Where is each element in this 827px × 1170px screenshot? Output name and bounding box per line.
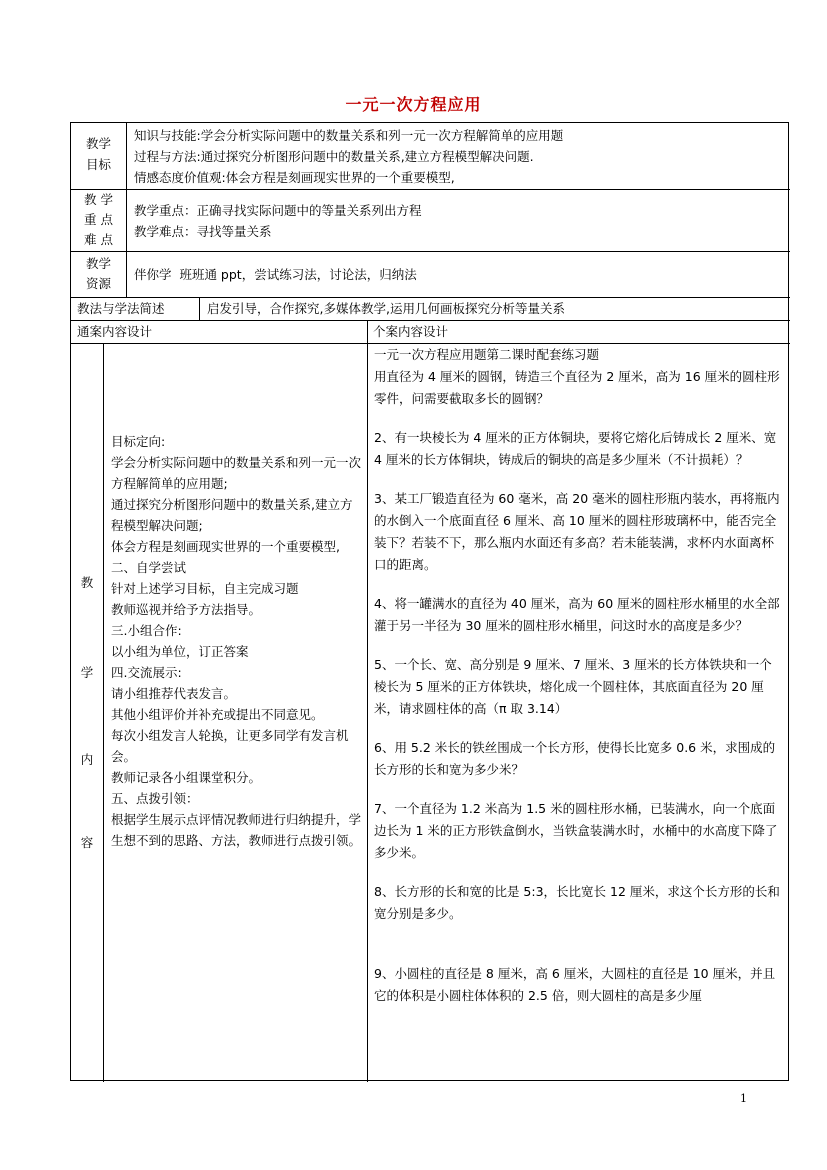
common-line: 四.交流展示: [111,665,182,680]
individual-design-header: 个案内容设计 [373,324,449,339]
exercise-list [374,344,784,1007]
common-content [111,431,361,851]
methods-label: 教法与学法简述 [77,301,165,316]
common-line: 教师巡视并给予方法指导。 [111,602,262,617]
common-line: 体会方程是刻画现实世界的一个重要模型, [111,539,340,554]
objective-attitude: 情感态度价值观:体会方程是刻画现实世界的一个重要模型, [134,170,455,185]
common-line: 目标定向: [111,434,166,449]
key-points-content [134,200,784,242]
difficult-point: 教学难点：寻找等量关系 [134,224,272,239]
common-line: 教师记录各小组课堂积分。 [111,770,262,785]
exercise-item: 7、一个直径为 1.2 米高为 1.5 米的圆柱形水桶，已装满水，向一个底面边长为 1 米的正方形铁盒倒水，当铁盒装满水时，水桶中的水高度下降了多少米。 [374,801,778,860]
common-line: 二、自学尝试 [111,560,187,575]
objectives-content [134,125,784,188]
common-line: 每次小组发言人轮换，让更多同学有发言机会。 [111,728,349,764]
exercise-item: 2、有一块棱长为 4 厘米的正方体铜块，要将它熔化后铸成长 2 厘米、宽 4 厘米的长方体铜块，铸成后的铜块的高是多少厘米（不计损耗）？ [374,430,777,467]
exercise-item: 8、长方形的长和宽的比是 5:3，长比宽长 12 厘米，求这个长方形的长和宽分别是多少。 [374,884,780,921]
exercise-item: 6、用 5.2 米长的铁丝围成一个长方形，使得长比宽多 0.6 米，求围成的长方形的长和宽为多少米？ [374,740,776,777]
exercise-item: 3、某工厂锻造直径为 60 毫米，高 20 毫米的圆柱形瓶内装水，再将瓶内的水倒入一个底面直径 6 厘米、高 10 厘米的圆柱形玻璃杯中，能否完全装下？若装不下，那么瓶内水面还有多高？若未能装满，求杯内水面离杯口的距离。 [374,491,780,572]
common-line: 以小组为单位，订正答案 [111,644,249,659]
exercise-item: 用直径为 4 厘米的圆钢，铸造三个直径为 2 厘米，高为 16 厘米的圆柱形零件，问需要截取多长的圆钢？ [374,369,780,406]
side-char: 内 [80,752,94,767]
exercise-set-title: 一元一次方程应用题第二课时配套练习题 [374,347,600,362]
side-char: 容 [80,835,94,850]
common-line: 针对上述学习目标，自主完成习题 [111,581,299,596]
exercise-item: 5、一个长、宽、高分别是 9 厘米、7 厘米、3 厘米的长方体铁块和一个棱长为 5 厘米的正方体铁块，熔化成一个圆柱体，其底面直径为 20 厘米，请求圆柱体的高（π 取 3.14） [374,657,772,716]
lesson-plan-table [70,122,789,1081]
methods-content: 启发引导，合作探究,多媒体教学,运用几何画板探究分析等量关系 [207,301,565,316]
resources-label: 教学 资源 [85,256,111,291]
common-line: 请小组推荐代表发言。 [111,686,237,701]
objective-process: 过程与方法:通过探究分析图形问题中的数量关系,建立方程模型解决问题. [134,149,534,164]
key-points-label: 教 学 重 点 难 点 [84,192,113,247]
common-line: 其他小组评价并补充或提出不同意见。 [111,707,324,722]
exercise-item: 9、小圆柱的直径是 8 厘米，高 6 厘米，大圆柱的直径是 10 厘米，并且它的体积是小圆柱体体积的 2.5 倍，则大圆柱的高是多少厘 [374,966,776,1003]
common-line: 学会分析实际问题中的数量关系和列一元一次方程解简单的应用题; [111,455,362,491]
common-line: 通过探究分析图形问题中的数量关系,建立方程模型解决问题; [111,497,353,533]
side-char: 学 [80,665,94,680]
objective-knowledge: 知识与技能:学会分析实际问题中的数量关系和列一元一次方程解简单的应用题 [134,128,564,143]
page-number: 1 [740,1092,747,1105]
resources-content: 伴你学 班班通 ppt，尝试练习法，讨论法，归纳法 [134,267,417,282]
common-line: 根据学生展示点评情况教师进行归纳提升，学生想不到的思路、方法，教师进行点拨引领。 [111,812,362,848]
common-line: 五、点拨引领： [111,791,199,806]
side-char: 教 [80,575,94,590]
objectives-label: 教学 目标 [85,136,111,172]
document-title: 一元一次方程应用 [345,95,482,114]
exercise-item: 4、将一罐满水的直径为 40 厘米，高为 60 厘米的圆柱形水桶里的水全部灌于另一半径为 30 厘米的圆柱形水桶里，问这时水的高度是多少？ [374,596,780,633]
common-design-header: 通案内容设计 [77,324,153,339]
key-point: 教学重点：正确寻找实际问题中的等量关系列出方程 [134,203,422,218]
common-line: 三.小组合作: [111,623,182,638]
